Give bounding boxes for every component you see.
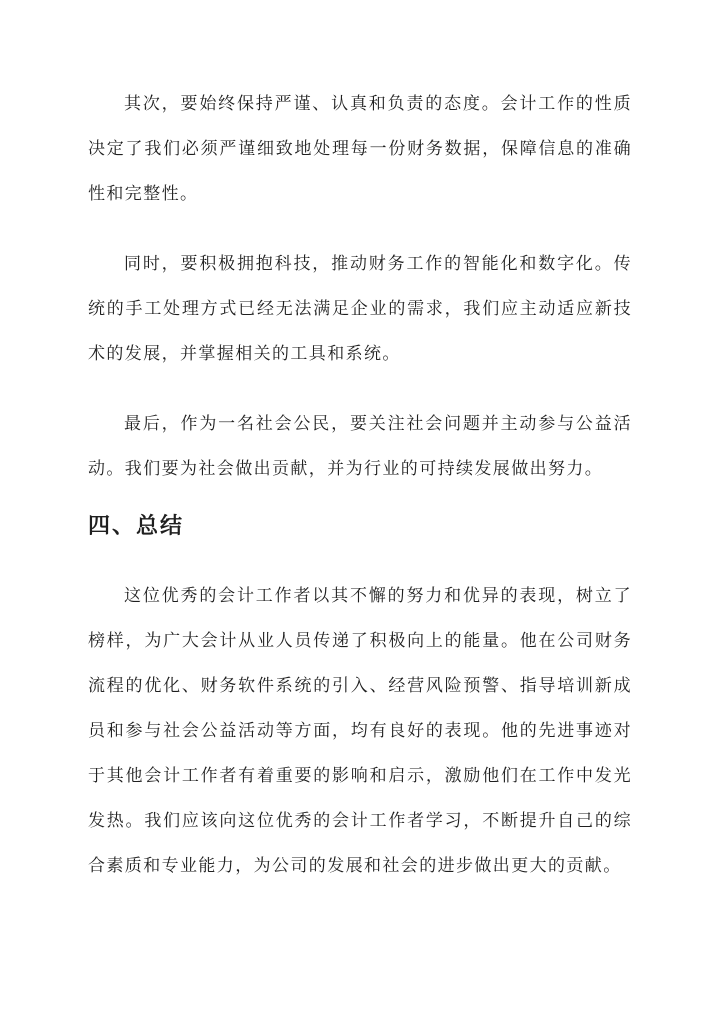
paragraph-summary: 这位优秀的会计工作者以其不懈的努力和优异的表现，树立了榜样，为广大会计从业人员传递了积极向上的能量。他在公司财务流程的优化、财务软件系统的引入、经营风险预警、指导培训新成员和参与社会公益活动等方面，均有良好的表现。他的先进事迹对于其他会计工作者有着重要的影响和启示，激励他们在工作中发光发热。我们应该向这位优秀的会计工作者学习，不断提升自己的综合素质和专业能力，为公司的发展和社会的进步做出更大的贡献。 bbox=[88, 586, 632, 876]
paragraph-embrace-technology: 同时，要积极拥抱科技，推动财务工作的智能化和数字化。传统的手工处理方式已经无法满足企业的需求，我们应主动适应新技术的发展，并掌握相关的工具和系统。 bbox=[88, 254, 632, 364]
paragraph-rigor-attitude: 其次，要始终保持严谨、认真和负责的态度。会计工作的性质决定了我们必须严谨细致地处理每一份财务数据，保障信息的准确性和完整性。 bbox=[88, 94, 632, 204]
paragraph-social-responsibility: 最后，作为一名社会公民，要关注社会问题并主动参与公益活动。我们要为社会做出贡献，并为行业的可持续发展做出努力。 bbox=[88, 414, 632, 479]
document-body bbox=[88, 82, 632, 889]
section-heading-summary: 四、总结 bbox=[88, 514, 185, 539]
